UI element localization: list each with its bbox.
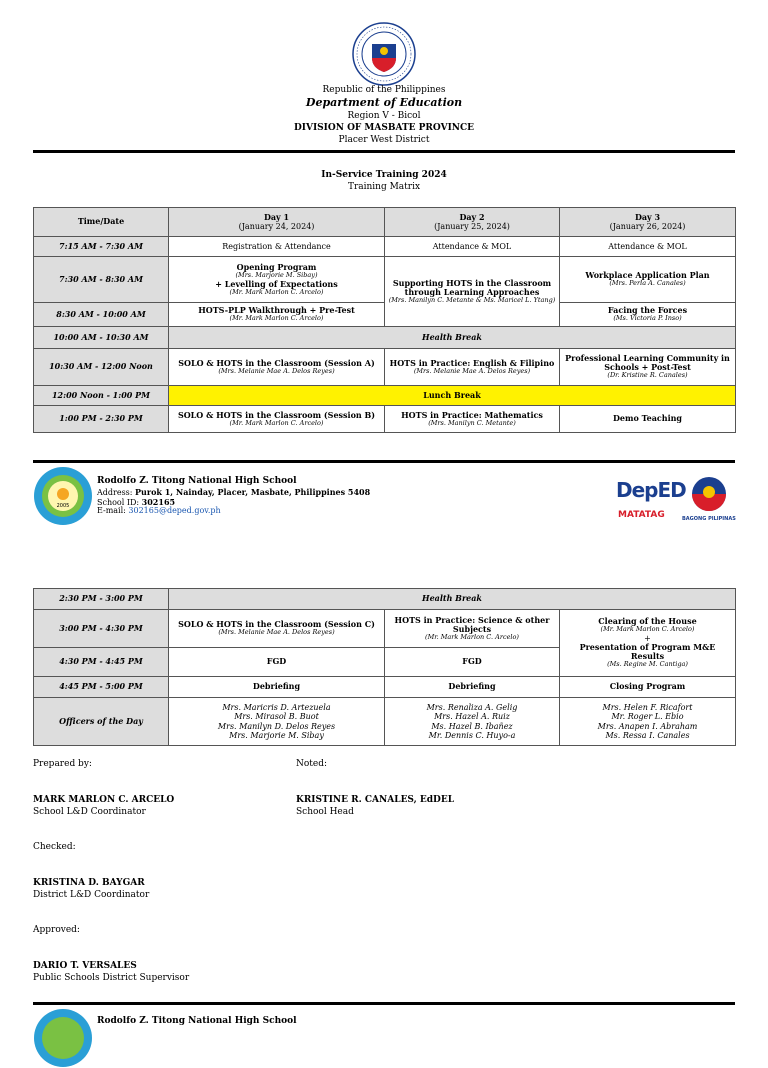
health-break-cell: Health Break (169, 327, 736, 349)
session-cell: HOTS in Practice: Science & other Subjects (Mr. Mark Marlon C. Arcelo) (385, 610, 560, 648)
session-cell: Attendance & MOL (560, 237, 736, 257)
header-republic: Republic of the Philippines (322, 85, 446, 95)
approved-label: Approved: (33, 925, 80, 935)
time-cell: 4:45 PM - 5:00 PM (34, 677, 169, 698)
session-cell: HOTS-PLP Walkthrough + Pre-Test (Mr. Mark Marlon C. Arcelo) (169, 303, 385, 327)
day1-header: Day 1 (January 24, 2024) (169, 208, 385, 237)
training-title: In-Service Training 2024 (321, 170, 447, 180)
time-cell: Officers of the Day (34, 698, 169, 746)
email-link[interactable]: 302165@deped.gov.ph (128, 506, 221, 515)
session-cell: FGD (169, 648, 385, 677)
table-row (34, 610, 736, 648)
training-subtitle: Training Matrix (347, 182, 421, 192)
matatag-logo: MATATAG (618, 510, 665, 520)
time-cell: 4:30 PM - 4:45 PM (34, 648, 169, 677)
checked-name: KRISTINA D. BAYGAR (33, 878, 145, 888)
time-cell: 3:00 PM - 4:30 PM (34, 610, 169, 648)
bagong-pilipinas-logo (686, 474, 732, 514)
school-address: Address: Purok 1, Nainday, Placer, Masbate, Philippines 5408 (97, 487, 371, 497)
time-cell: 2:30 PM - 3:00 PM (34, 589, 169, 610)
officers-cell: Mrs. Helen F. Ricafort Mr. Roger L. Ebio Mrs. Anapen I. Abraham Ms. Ressa I. Canales (560, 698, 736, 746)
prepared-label: Prepared by: (33, 759, 92, 769)
time-cell: 12:00 Noon - 1:00 PM (34, 386, 169, 406)
session-cell: Supporting HOTS in the Classroom through Learning Approaches (Mrs. Manilyn C. Metante & Ms. Maricel L. Ytang) (385, 257, 560, 327)
officers-cell: Mrs. Maricris D. Artezuela Mrs. Mirasol B. Buot Mrs. Manilyn D. Delos Reyes Mrs. Marjorie M. Sibay (169, 698, 385, 746)
day3-header: Day 3 (January 26, 2024) (560, 208, 736, 237)
header-divider (33, 150, 735, 153)
deped-seal-logo (352, 22, 416, 86)
session-cell: FGD (385, 648, 560, 677)
school-name: Rodolfo Z. Titong National High School (97, 476, 297, 486)
table-row (34, 386, 736, 406)
table-row (34, 406, 736, 433)
table-row (34, 677, 736, 698)
header-district: Placer West District (338, 135, 430, 145)
session-cell: Debriefing (385, 677, 560, 698)
time-cell: 7:15 AM - 7:30 AM (34, 237, 169, 257)
time-date-header: Time/Date (34, 208, 169, 237)
session-cell: SOLO & HOTS in the Classroom (Session B) (Mr. Mark Marlon C. Arcelo) (169, 406, 385, 433)
noted-label: Noted: (296, 759, 328, 769)
noted-name: KRISTINE R. CANALES, EdDEL (296, 795, 455, 805)
time-cell: 8:30 AM - 10:00 AM (34, 303, 169, 327)
table-header-row (34, 208, 736, 237)
table-row (34, 589, 736, 610)
time-cell: 10:30 AM - 12:00 Noon (34, 349, 169, 386)
officers-row (34, 698, 736, 746)
officers-cell: Mrs. Renaliza A. Gelig Mrs. Hazel A. Ruiz Ms. Hazel B. Ibañez Mr. Dennis C. Huyo-a (385, 698, 560, 746)
health-break-cell: Health Break (169, 589, 736, 610)
time-cell: 10:00 AM - 10:30 AM (34, 327, 169, 349)
school-logo (33, 466, 93, 526)
day2-header: Day 2 (January 25, 2024) (385, 208, 560, 237)
approved-title: Public Schools District Supervisor (33, 973, 190, 983)
header-region: Region V - Bicol (347, 111, 421, 121)
deped-logo: DepED (616, 478, 686, 502)
school-logo-2 (33, 1008, 93, 1068)
footer-divider (33, 460, 735, 463)
training-matrix-table-2 (33, 588, 736, 746)
lunch-break-cell: Lunch Break (169, 386, 736, 406)
training-matrix-table-1 (33, 207, 736, 433)
prepared-name: MARK MARLON C. ARCELO (33, 795, 175, 805)
time-cell: 1:00 PM - 2:30 PM (34, 406, 169, 433)
session-cell: Debriefing (169, 677, 385, 698)
session-cell: Professional Learning Community in Schools + Post-Test (Dr. Kristine R. Canales) (560, 349, 736, 386)
session-cell: HOTS in Practice: Mathematics (Mrs. Manilyn C. Metante) (385, 406, 560, 433)
school-id: School ID: 302165 (97, 497, 176, 507)
session-cell: Clearing of the House (Mr. Mark Marlon C. Arcelo) + Presentation of Program M&E Results (Ms. Regine M. Cantiga) (560, 610, 736, 677)
school-email: E-mail: 302165@deped.gov.ph (97, 506, 221, 515)
table-row (34, 327, 736, 349)
header-department: Department of Education (305, 96, 463, 109)
session-cell: Facing the Forces (Ms. Victoria P. Inso) (560, 303, 736, 327)
session-cell: Registration & Attendance (169, 237, 385, 257)
session-cell: Workplace Application Plan (Mrs. Perla A. Canales) (560, 257, 736, 303)
checked-label: Checked: (33, 842, 76, 852)
session-cell: Closing Program (560, 677, 736, 698)
prepared-title: School L&D Coordinator (33, 807, 146, 817)
noted-title: School Head (296, 807, 354, 817)
approved-name: DARIO T. VERSALES (33, 961, 137, 971)
time-cell: 7:30 AM - 8:30 AM (34, 257, 169, 303)
school-logo-year: 2005 (56, 503, 70, 509)
session-cell: Opening Program (Mrs. Marjorie M. Sibay) + Levelling of Expectations (Mr. Mark Marlon C. Arcelo) (169, 257, 385, 303)
table-row (34, 349, 736, 386)
table-row (34, 237, 736, 257)
header-division: DIVISION OF MASBATE PROVINCE (293, 123, 475, 133)
session-cell: HOTS in Practice: English & Filipino (Mrs. Melanie Mae A. Delos Reyes) (385, 349, 560, 386)
checked-title: District L&D Coordinator (33, 890, 150, 900)
session-cell: SOLO & HOTS in the Classroom (Session A) (Mrs. Melanie Mae A. Delos Reyes) (169, 349, 385, 386)
session-cell: Attendance & MOL (385, 237, 560, 257)
school-name-2: Rodolfo Z. Titong National High School (97, 1016, 297, 1026)
session-cell: SOLO & HOTS in the Classroom (Session C) (Mrs. Melanie Mae A. Delos Reyes) (169, 610, 385, 648)
footer-divider-2 (33, 1002, 735, 1005)
table-row (34, 257, 736, 303)
session-cell: Demo Teaching (560, 406, 736, 433)
bagong-pilipinas-label: BAGONG PILIPINAS (682, 516, 736, 522)
